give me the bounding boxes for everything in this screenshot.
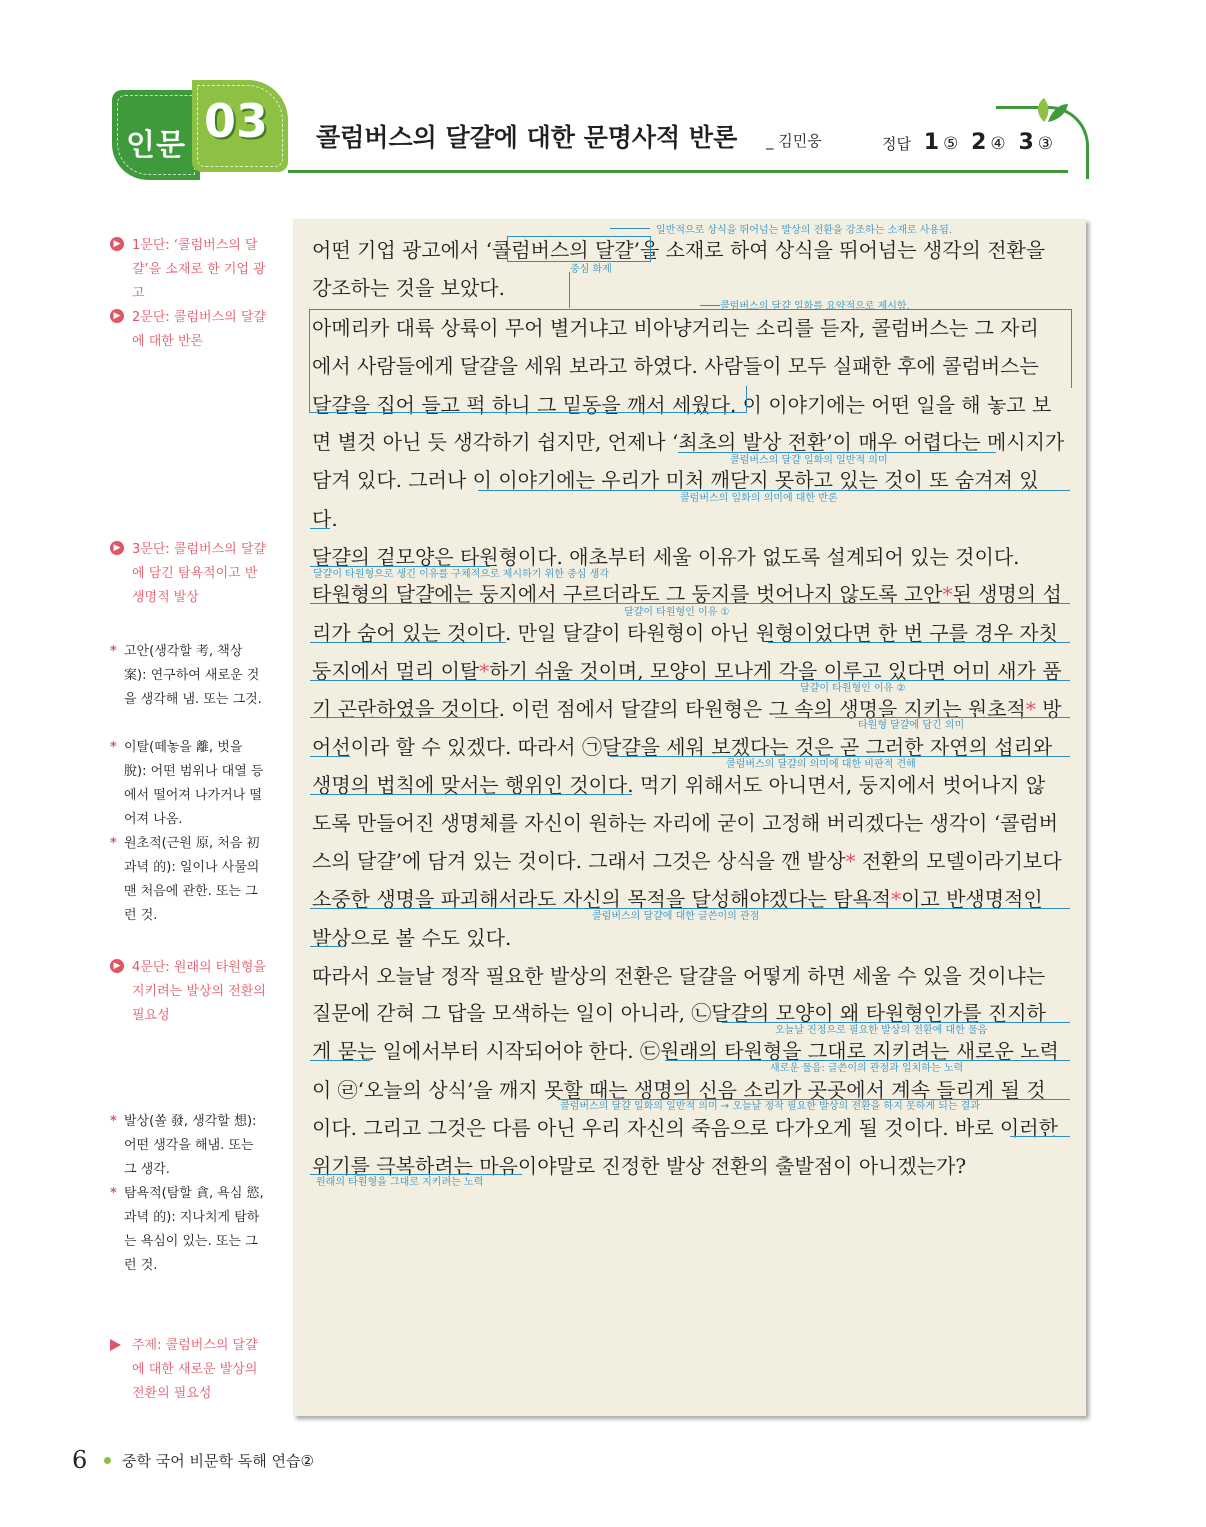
glossary-item: * 이탈(떼놓을 離, 벗을 脫): 어떤 범위나 대열 등에서 떨어져 나가거나 떨어져 나옴. <box>110 736 268 832</box>
paragraph-summary-2: ▶ 2문단: 콜럼버스의 달걀에 대한 반론 <box>110 306 268 354</box>
passage-line: 질문에 갇혀 그 답을 모색하는 일이 아니라, ㉡달걀의 모양이 왜 타원형인가를 진지하 <box>312 1001 1046 1025</box>
paragraph-summary-4: ▶ 4문단: 원래의 타원형을 지키려는 발상의 전환의 필요성 <box>110 956 268 1028</box>
passage-line: 게 묻는 일에서부터 시작되어야 한다. ㉢원래의 타원형을 그대로 지키려는 새로운 노력 <box>312 1039 1059 1063</box>
leaf-icon <box>1030 96 1070 124</box>
passage-line: 발상으로 볼 수도 있다. <box>312 926 512 950</box>
bullet-dot-icon <box>104 1457 111 1464</box>
page-number: 6 <box>72 1446 88 1474</box>
paragraph-summary-1: ▶ 1문단: ‘콜럼버스의 달걀’을 소재로 한 기업 광고 <box>110 234 268 306</box>
annotation: 콜럼버스의 달걀의 의미에 대한 비판적 견해 <box>726 759 916 770</box>
annotation-leader <box>610 228 650 229</box>
asterisk-icon: * <box>479 659 490 683</box>
underline <box>310 528 330 529</box>
paragraph-summary-3: ▶ 3문단: 콜럼버스의 달걀에 담긴 탐욕적이고 반생명적 발상 <box>110 538 268 610</box>
author: _ 김민웅 <box>766 132 822 150</box>
annotation: 달걀이 타원형인 이유 ② <box>800 683 906 694</box>
underline <box>768 642 1070 643</box>
unit-number-tag <box>192 80 288 172</box>
answer-q1: 1 <box>923 130 940 155</box>
annotation: 콜럼버스의 달걀 일화의 일반적 의미 → 오늘날 정작 필요한 발상의 전환을 하지 못하게 되는 결과 <box>560 1101 980 1112</box>
answer-q3: 3 <box>1018 130 1034 155</box>
passage-line: 아메리카 대륙 상륙이 무어 별거냐고 비아냥거리는 소리를 듣자, 콜럼버스는 그 자리 <box>312 316 1039 340</box>
page-title: 콜럼버스의 달걀에 대한 문명사적 반론 <box>316 123 738 152</box>
annotation-arrow <box>569 272 570 308</box>
asterisk-icon: * <box>1025 697 1036 721</box>
passage-line: 기 곤란하였을 것이다. 이런 점에서 달걀의 타원형은 그 속의 생명을 지키는 원초적* 방 <box>312 697 1062 721</box>
underline <box>310 680 1070 681</box>
arrow-circle-icon: ▶ <box>110 541 124 555</box>
passage-line: 에서 사람들에게 달걀을 세워 보라고 하였다. 사람들이 모두 실패한 후에 콜럼버스는 <box>312 354 1039 378</box>
annotation: 달걀이 타원형인 이유 ① <box>624 607 730 618</box>
annotation: 콜럼버스의 달걀 일화를 요약적으로 제시함. <box>720 301 910 312</box>
annotation: 중심 화제 <box>570 264 612 275</box>
annotation: 콜럼버스의 달걀에 대한 글쓴이의 관점 <box>592 911 760 922</box>
arrow-circle-icon: ▶ <box>110 959 124 973</box>
highlight-box <box>309 386 747 413</box>
passage-line: 따라서 오늘날 정작 필요한 발상의 전환은 달걀을 어떻게 하면 세울 수 있을 것이냐는 <box>312 964 1046 988</box>
asterisk-icon: * <box>891 887 902 911</box>
passage-line: 둥지에서 멀리 이탈*하기 쉬울 것이며, 모양이 모나게 각을 이루고 있다면 어미 새가 품 <box>312 659 1062 683</box>
answer-key <box>882 130 1053 155</box>
unit-badge <box>112 80 292 184</box>
highlight-box <box>507 236 651 262</box>
asterisk-icon: * <box>942 582 953 606</box>
passage-line: 소중한 생명을 파괴해서라도 자신의 목적을 달성해야겠다는 탐욕적*이고 반생명적인 <box>312 887 1043 911</box>
glossary-item: * 고안(생각할 考, 책상 案): 연구하여 새로운 것을 생각해 냄. 또는 그것. <box>110 640 268 712</box>
highlight-box <box>309 309 1072 388</box>
passage-line: 스의 달걀’에 담겨 있는 것이다. 그래서 그것은 상식을 깬 발상* 전환의 모델이라기보다 <box>312 849 1062 873</box>
asterisk-icon: * <box>110 644 117 659</box>
asterisk-icon: * <box>110 1114 117 1129</box>
underline <box>310 717 498 718</box>
passage-line: 위기를 극복하려는 마음이야말로 진정한 발상 전환의 출발점이 아니겠는가? <box>312 1154 967 1178</box>
asterisk-icon: * <box>845 849 856 873</box>
annotation: 새로운 물음: 글쓴이의 관점과 일치하는 노력 <box>770 1063 964 1074</box>
answer-q2: 2 <box>971 130 987 155</box>
unit-number: 03 <box>204 94 269 148</box>
annotation: 일반적으로 상식을 뛰어넘는 발상의 전환을 강조하는 소재로 사용됨. <box>656 225 952 236</box>
asterisk-icon: * <box>110 1186 117 1201</box>
annotation: 타원형 달걀에 담긴 의미 <box>858 720 965 731</box>
passage-line: 다. <box>312 507 338 531</box>
annotation: 달걀이 타원형으로 생긴 이유를 구체적으로 제시하기 위한 중심 생각 <box>313 569 609 580</box>
passage-line: 달걀을 집어 들고 퍽 하니 그 밑동을 깨서 세웠다. 이 이야기에는 어떤 일을 해 놓고 보 <box>312 393 1052 417</box>
answer-a1: ⑤ <box>943 134 959 154</box>
passage-line: 면 별것 아닌 듯 생각하기 쉽지만, 언제나 ‘최초의 발상 전환’이 매우 어렵다는 메시지가 <box>312 430 1065 454</box>
answer-label: 정답 <box>882 135 911 153</box>
triangle-icon <box>110 1339 121 1351</box>
annotation: 콜럼버스의 일화의 의미에 대한 반론 <box>680 493 838 504</box>
arrow-circle-icon: ▶ <box>110 309 124 323</box>
passage-line: 담겨 있다. 그러나 이 이야기에는 우리가 미처 깨닫지 못하고 있는 것이 또 숨겨져 있 <box>312 468 1039 492</box>
passage-line: 어떤 기업 광고에서 ‘콜럼버스의 달걀’을 소재로 하여 상식을 뛰어넘는 생각의 전환을 <box>312 238 1046 262</box>
passage-line: 달걀의 겉모양은 타원형이다. 애초부터 세울 이유가 없도록 설계되어 있는 것이다. <box>312 545 1020 569</box>
category-tag <box>112 90 200 180</box>
passage-line: 생명의 법칙에 맞서는 행위인 것이다. 먹기 위해서도 아니면서, 둥지에서 벗어나지 않 <box>312 773 1046 797</box>
passage-line: 강조하는 것을 보았다. <box>312 276 505 300</box>
underline <box>310 642 506 643</box>
glossary-item: * 발상(쏠 發, 생각할 想): 어떤 생각을 해냄. 또는 그 생각. <box>110 1110 268 1182</box>
underline <box>1010 1136 1070 1137</box>
passage-line: 어선이라 할 수 있겠다. 따라서 ㉠달걀을 세워 보겠다는 것은 곧 그러한 자연의 섭리와 <box>312 735 1053 759</box>
asterisk-icon: * <box>110 740 117 755</box>
glossary-item: * 원초적(근원 原, 처음 初 과녁 的): 일이나 사물의 맨 처음에 관한. 또는 그런 것. <box>110 832 268 928</box>
arrow-circle-icon: ▶ <box>110 237 124 251</box>
underline <box>310 1060 370 1061</box>
passage-line: 이 ㉣‘오늘의 상식’을 깨지 못할 때는 생명의 신음 소리가 곳곳에서 계속 들리게 될 것 <box>312 1078 1046 1102</box>
underline <box>310 946 346 947</box>
underline <box>310 756 350 757</box>
passage-line: 도록 만들어진 생명체를 자신이 원하는 자리에 굳이 고정해 버리겠다는 생각이 ‘콜럼버 <box>312 811 1059 835</box>
asterisk-icon: * <box>110 836 117 851</box>
annotation: 원래의 타원형을 그대로 지키려는 노력 <box>316 1177 484 1188</box>
annotation: 콜럼버스의 달걀 일화의 일반적 의미 <box>730 455 888 466</box>
header-rule <box>288 170 1068 173</box>
underline <box>310 794 632 795</box>
book-title: 중학 국어 비문학 독해 연습② <box>122 1452 314 1470</box>
answer-a2: ④ <box>990 134 1006 154</box>
glossary-item: * 탐욕적(탐할 貪, 욕심 慾, 과녁 的): 지나치게 탐하는 욕심이 있는. 또는 그런 것. <box>110 1182 268 1278</box>
category-label: 인문 <box>126 128 186 163</box>
passage-line: 이다. 그리고 그것은 다름 아닌 우리 자신의 죽음으로 다가오게 될 것이다. 바로 이러한 <box>312 1116 1058 1140</box>
answer-a3: ③ <box>1037 134 1054 154</box>
annotation: 오늘날 진정으로 필요한 발상의 전환에 대한 물음 <box>775 1025 988 1036</box>
annotation-leader <box>700 305 720 306</box>
theme-note: 주제: 콜럼버스의 달걀에 대한 새로운 발상의 전환의 필요성 <box>110 1334 268 1406</box>
passage-line: 리가 숨어 있는 것이다. 만일 달걀이 타원형이 아닌 원형이었다면 한 번 구를 경우 자칫 <box>312 621 1058 645</box>
passage-line: 타원형의 달걀에는 둥지에서 구르더라도 그 둥지를 벗어나지 않도록 고안*된 생명의 섭 <box>312 582 1062 606</box>
